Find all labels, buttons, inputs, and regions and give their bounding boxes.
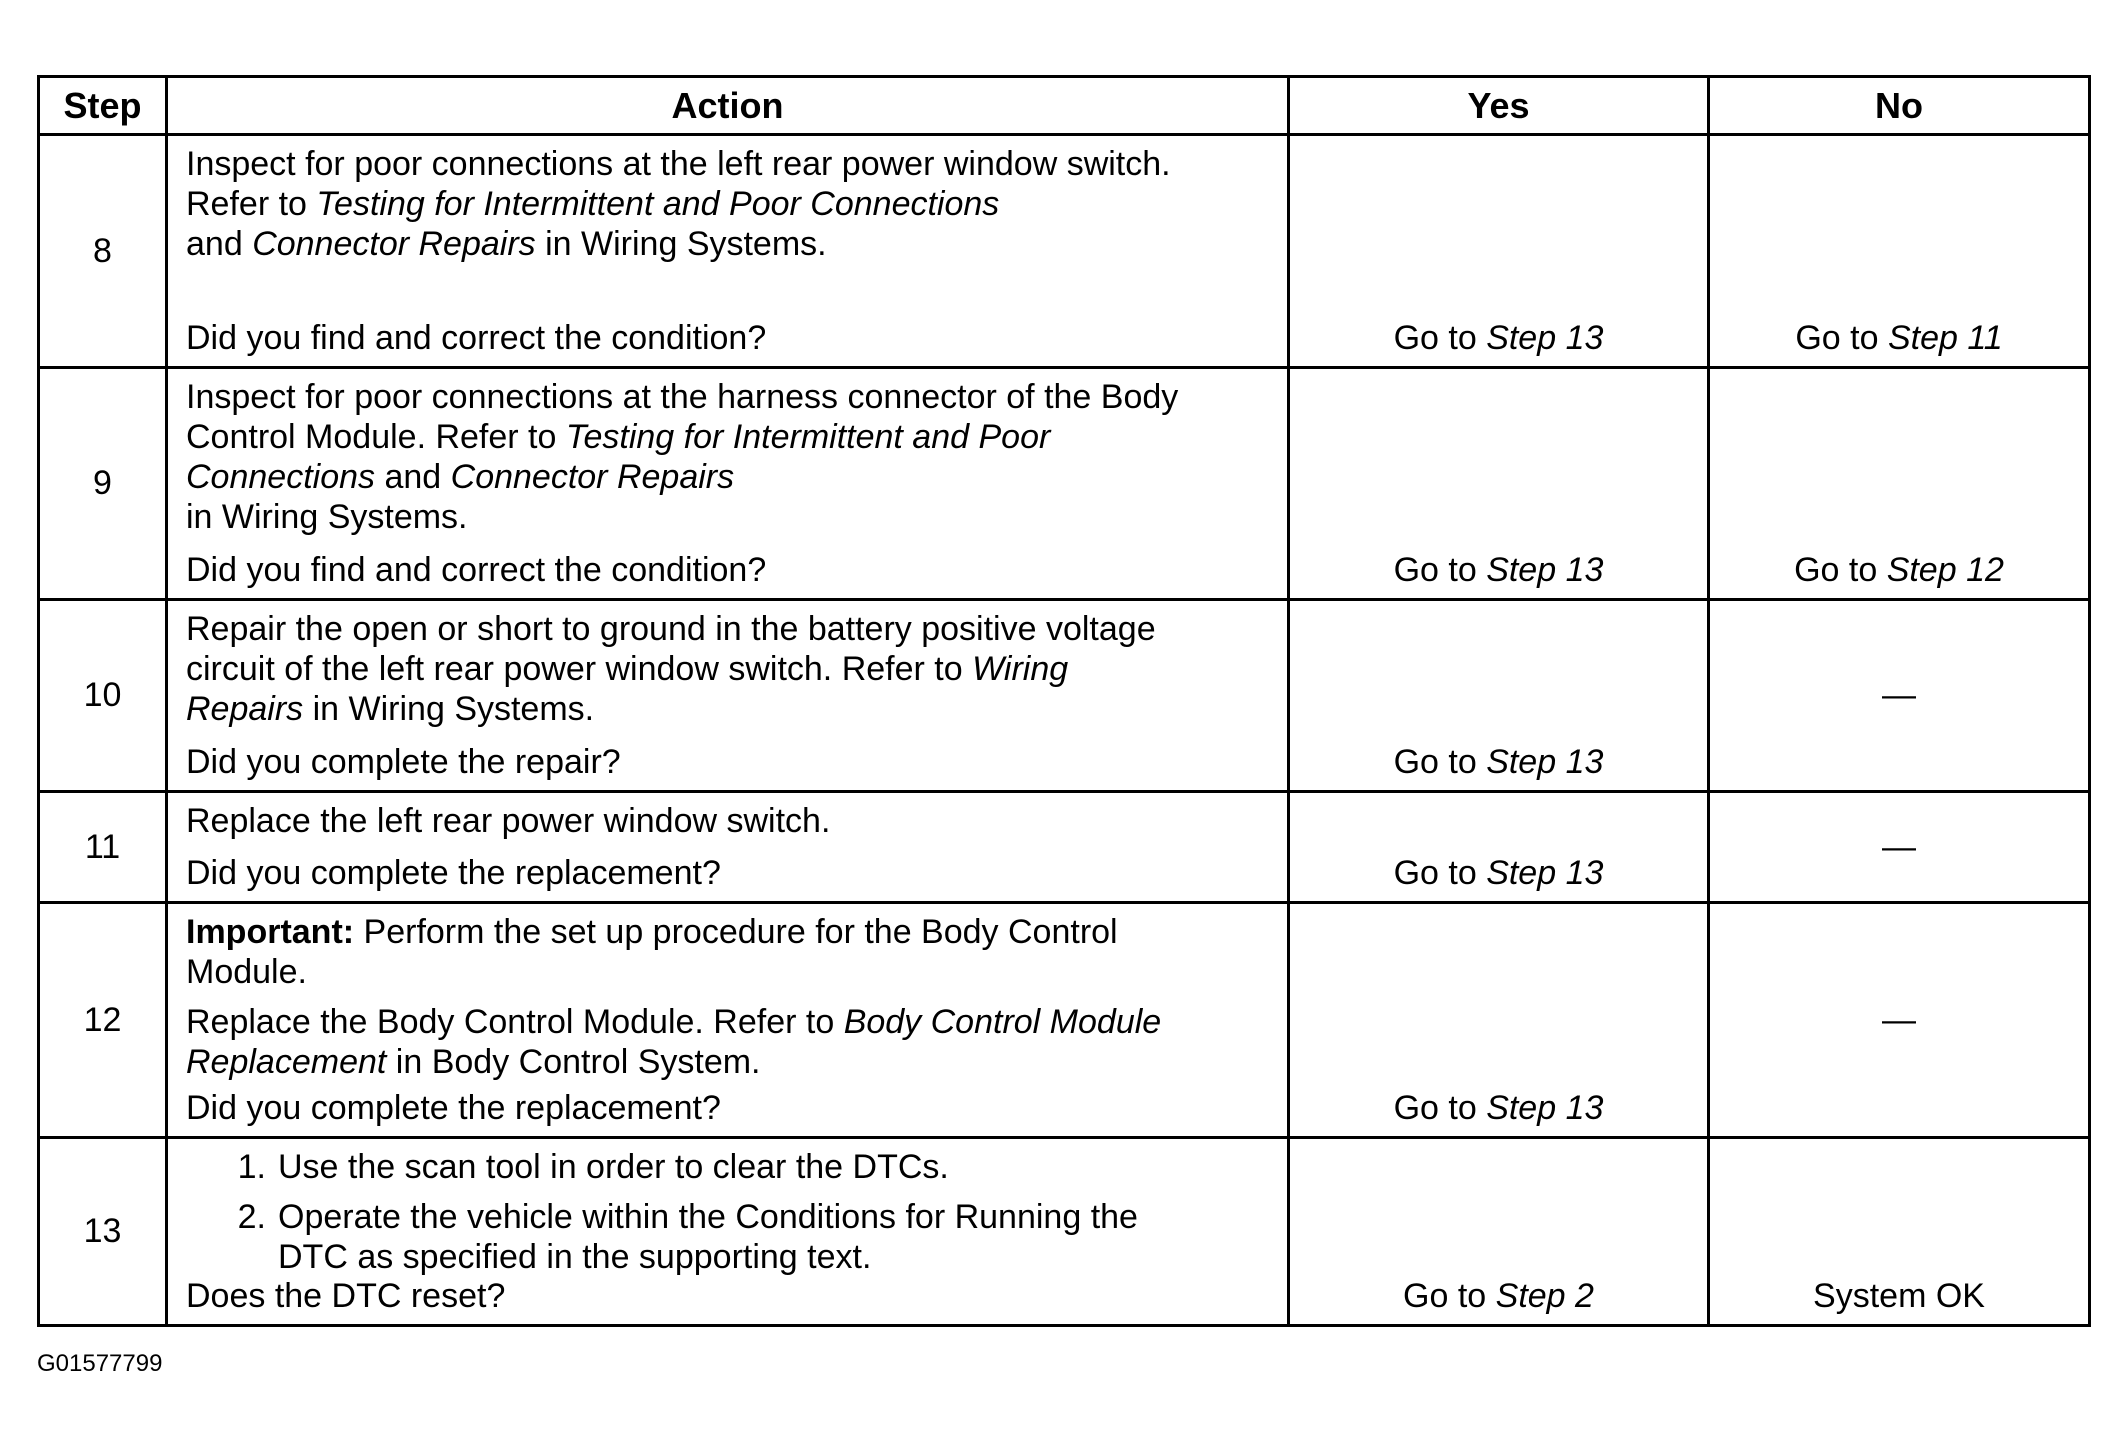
step-cell [40,601,168,790]
no-answer [1710,318,2088,358]
list-item-cont [186,1237,1269,1277]
question-text: Did you complete the replacement? [186,1089,721,1127]
no-answer-dash: — [1882,676,1916,714]
step-number: 8 [93,231,112,270]
table-row [40,790,2088,901]
yes-cell [1290,1139,1710,1324]
header-row [40,78,2088,133]
step-number: 13 [83,1212,122,1250]
action-line [186,417,1269,457]
yes-answer [1290,1088,1707,1128]
no-answer-dash: — [1882,1000,1916,1039]
action-text: Inspect for poor connections at the left rear power window switch. [186,145,1171,183]
action-line [186,184,1269,224]
reference-link-text: Step 13 [1486,854,1604,892]
action-text: Go to [1393,854,1487,892]
yes-cell [1290,601,1710,790]
action-text: in Wiring Systems. [186,498,468,536]
important-note [186,912,1269,952]
action-text: in Wiring Systems. [535,225,827,263]
action-text: Go to [1795,319,1888,357]
table-row [40,366,2088,598]
figure-id: G01577799 [37,1350,163,1377]
action-line [186,1002,1269,1042]
no-cell [1710,793,2088,901]
step-number: 11 [84,827,121,866]
no-cell [1710,904,2088,1136]
action-text: Replace the left rear power window switch. [186,802,831,840]
action-line [186,649,1269,689]
header-no: No [1875,84,1923,126]
list-number: 1. [237,1148,266,1186]
table-row [40,1136,2088,1324]
action-text: in Body Control System. [386,1043,761,1081]
list-text: DTC as specified in the supporting text. [278,1238,872,1276]
list-item [186,1197,1269,1237]
reference-link-text: Repairs [186,690,304,728]
action-text: Go to [1393,1089,1487,1127]
reference-link-text: Step 13 [1486,319,1604,357]
action-cell [168,904,1290,1136]
no-cell [1710,136,2088,366]
yes-cell [1290,904,1710,1136]
list-item [186,1147,1269,1187]
yes-answer [1290,550,1707,590]
action-line [186,377,1269,417]
step-cell [40,793,168,901]
reference-link-text: Step 13 [1486,743,1604,781]
reference-link-text: Connector Repairs [450,458,735,496]
important-label: Important: [186,913,355,951]
header-yes: Yes [1290,78,1710,133]
yes-answer [1290,742,1707,782]
action-cell [168,601,1290,790]
question-text: Did you complete the repair? [186,743,621,781]
action-text: Go to [1393,319,1487,357]
action-line [186,801,1269,841]
no-cell [1710,601,2088,790]
reference-link-text: Step 11 [1887,319,2003,357]
action-text: and [186,225,253,263]
diagnostic-table [37,75,2091,1327]
step-cell [40,1139,168,1324]
reference-link-text: Step 12 [1886,551,2004,589]
action-text: circuit of the left rear power window switch. Refer to [186,650,973,688]
action-text: Replace the Body Control Module. Refer to [186,1003,844,1041]
action-text: Repair the open or short to ground in the battery positive voltage [186,610,1156,648]
action-cell [168,793,1290,901]
no-answer: System OK [1813,1277,1985,1315]
action-line [186,497,1269,537]
reference-link-text: Wiring [972,650,1069,688]
no-answer [1710,550,2088,590]
reference-link-text: Testing for Intermittent and Poor [565,418,1051,456]
question-text: Did you complete the replacement? [186,854,721,892]
reference-link-text: Step 13 [1486,551,1604,589]
reference-link-text: Connector Repairs [252,225,536,263]
action-cell [168,369,1290,598]
reference-link-text: Testing for Intermittent and Poor Connections [316,185,1000,223]
step-number: 12 [83,1000,122,1039]
yes-cell [1290,369,1710,598]
reference-link-text: Step 13 [1486,1089,1604,1127]
action-line [186,457,1269,497]
reference-link-text: Step 2 [1495,1277,1594,1315]
reference-link-text: Body Control Module [843,1003,1162,1041]
action-text: Go to [1403,1277,1496,1315]
step-number: 10 [83,676,122,714]
step-number: 9 [93,464,112,502]
question-text: Did you find and correct the condition? [186,551,767,589]
action-text: Refer to [186,185,317,223]
step-cell [40,136,168,366]
step-cell [40,904,168,1136]
action-line [186,689,1269,729]
no-answer-dash: — [1882,827,1916,866]
yes-answer [1290,318,1707,358]
action-line [186,1042,1269,1082]
action-line [186,224,1269,264]
action-line [186,609,1269,649]
action-text: and [375,458,451,496]
yes-cell [1290,793,1710,901]
header-action: Action [168,78,1290,133]
yes-cell [1290,136,1710,366]
yes-answer [1290,853,1707,893]
important-note-cont: Module. [186,953,307,991]
list-text: Operate the vehicle within the Conditions for Running the [278,1198,1138,1236]
list-number: 2. [237,1198,266,1236]
action-text: Control Module. Refer to [186,418,566,456]
action-text: Go to [1393,743,1487,781]
step-cell [40,369,168,598]
action-text: Go to [1393,551,1487,589]
reference-link-text: Connections [186,458,376,496]
action-cell [168,1139,1290,1324]
table-row [40,133,2088,366]
reference-link-text: Replacement [186,1043,387,1081]
question-text: Did you find and correct the condition? [186,319,767,357]
list-text: Use the scan tool in order to clear the DTCs. [278,1148,949,1186]
action-line [186,144,1269,184]
no-cell [1710,369,2088,598]
no-cell [1710,1139,2088,1324]
question-text: Does the DTC reset? [186,1277,506,1315]
action-cell [168,136,1290,366]
important-text: Perform the set up procedure for the Body Control [354,913,1118,951]
action-text: Inspect for poor connections at the harness connector of the Body [186,378,1179,416]
yes-answer [1290,1276,1707,1316]
action-text: in Wiring Systems. [303,690,595,728]
header-step: Step [40,78,168,133]
table-row [40,598,2088,790]
table-row [40,901,2088,1136]
action-text: Go to [1794,551,1887,589]
